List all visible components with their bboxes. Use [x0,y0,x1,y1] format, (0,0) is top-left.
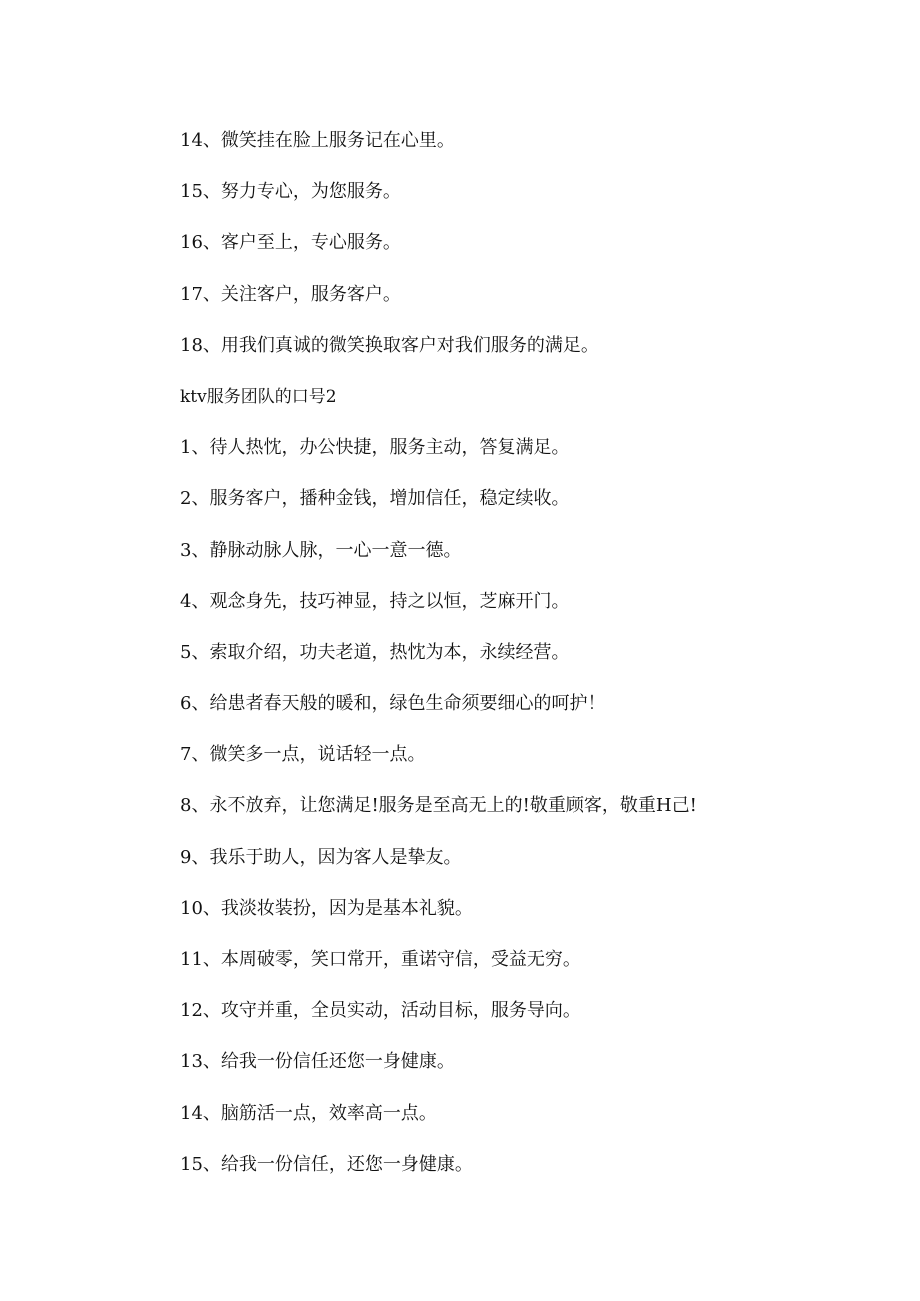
list-item: 17、关注客户，服务客户。 [180,283,401,305]
list-item: 14、微笑挂在脸上服务记在心里。 [180,130,455,151]
list-item: 2、服务客户，播种金钱，增加信任，稳定续收。 [180,488,570,510]
list-item: 18、用我们真诚的微笑换取客户对我们服务的满足。 [180,334,599,356]
list-item: 8、永不放弃，让您满足!服务是至高无上的!敬重顾客，敬重H己! [180,795,697,817]
list-item: 3、静脉动脉人脉，一心一意一德。 [180,539,462,561]
list-item: 7、微笑多一点，说话轻一点。 [180,744,426,766]
list-item: 1、待人热忱，办公快捷，服务主动，答复满足。 [180,437,570,459]
list-item: 13、给我一份信任还您一身健康。 [180,1051,455,1073]
list-item: 4、观念身先，技巧神显，持之以恒，芝麻开门。 [180,590,570,612]
list-item: 15、努力专心，为您服务。 [180,181,401,203]
section-heading: ktv服务团队的口号2 [180,386,337,407]
list-item: 16、客户至上，专心服务。 [180,232,401,254]
list-item: 9、我乐于助人，因为客人是挚友。 [180,846,462,868]
slogan-list [180,126,880,1201]
list-item: 11、本周破零，笑口常开，重诺守信，受益无穷。 [180,949,581,970]
list-item: 6、给患者春天般的暖和，绿色生命须要细心的呵护！ [180,693,606,715]
list-item: 14、脑筋活一点，效率高一点。 [180,1102,437,1124]
list-item: 15、给我一份信任，还您一身健康。 [180,1153,473,1175]
list-item: 5、索取介绍，功夫老道，热忱为本，永续经营。 [180,641,570,663]
list-item: 12、攻守并重，全员实动，活动目标，服务导向。 [180,1000,581,1022]
list-item: 10、我淡妆装扮，因为是基本礼貌。 [180,897,473,919]
